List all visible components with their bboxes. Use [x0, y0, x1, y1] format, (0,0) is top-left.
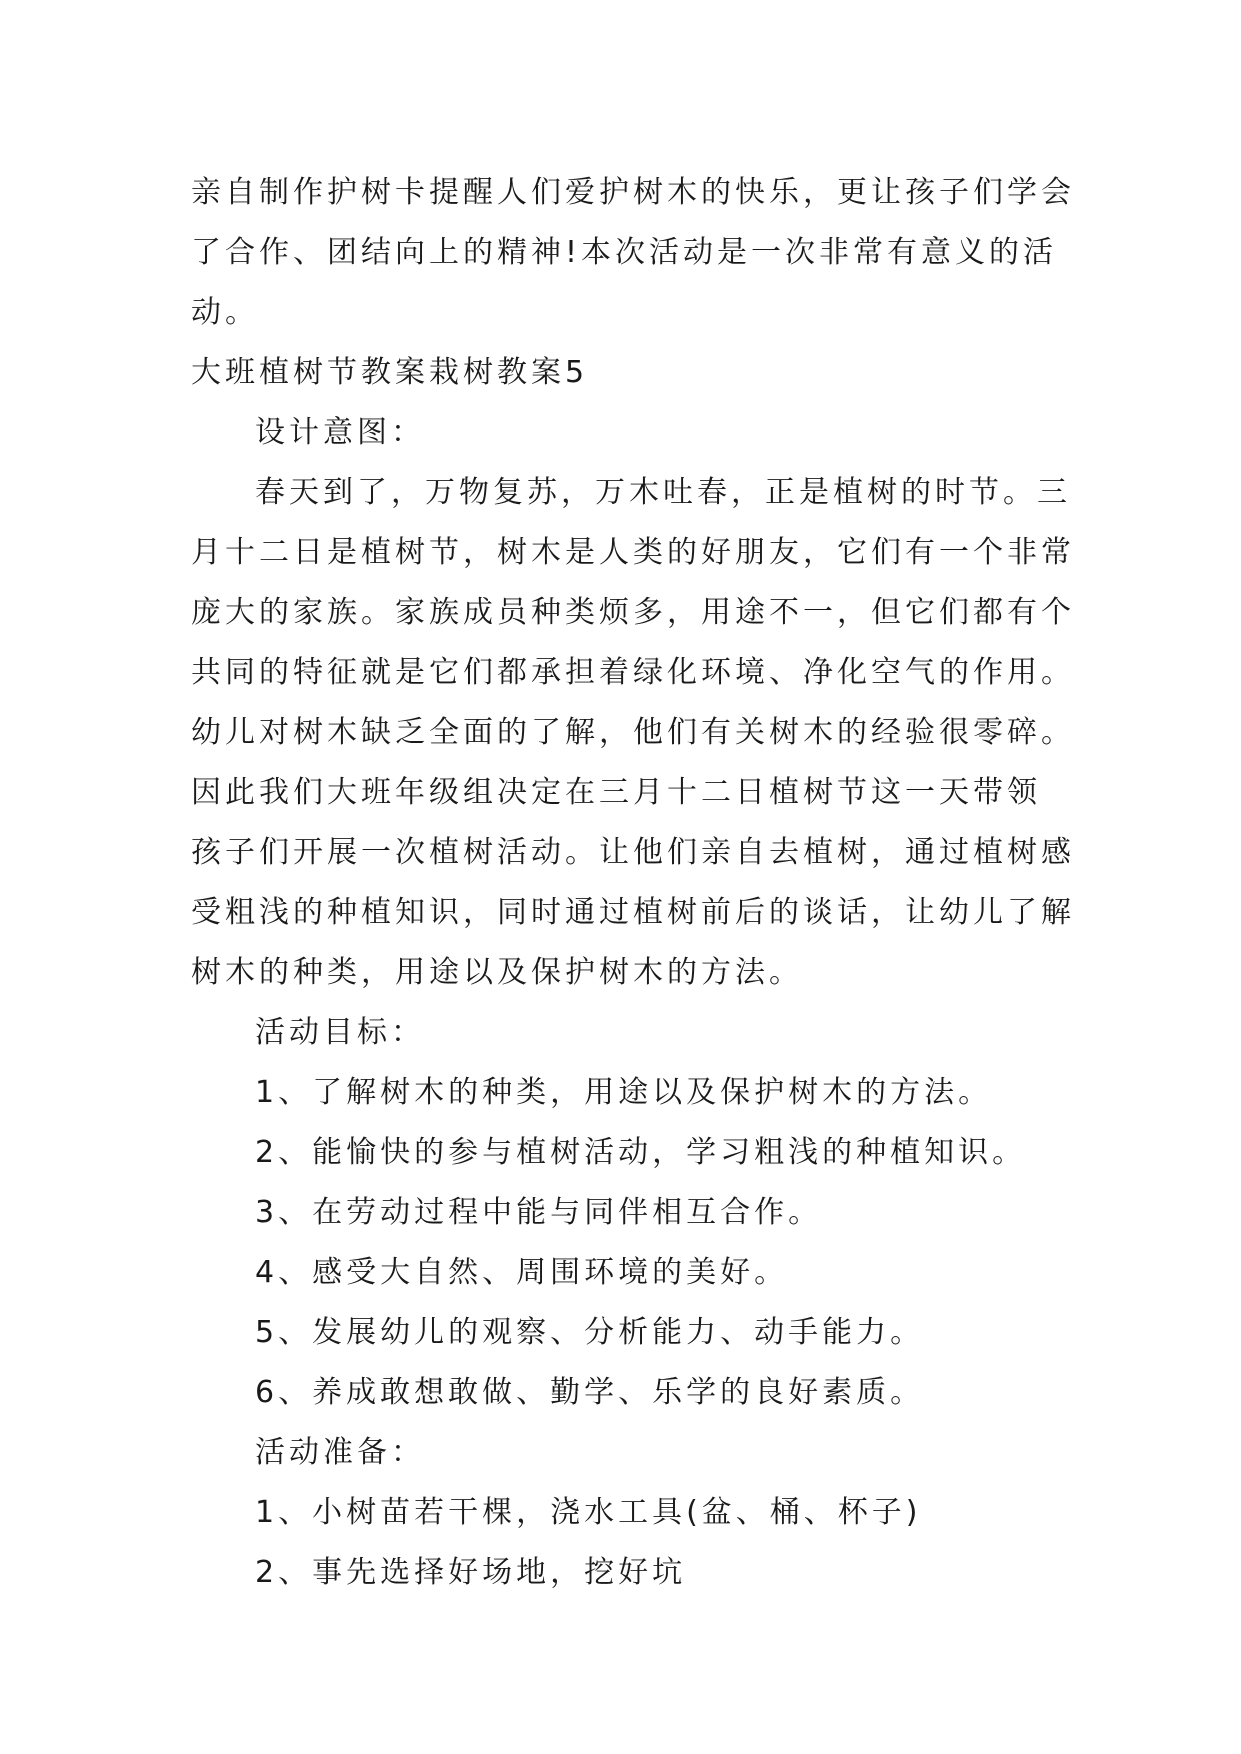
document-body: [191, 163, 1075, 1603]
goal-item-3: 3、在劳动过程中能与同伴相互合作。: [255, 1195, 823, 1230]
preparation-heading: 活动准备：: [255, 1435, 425, 1470]
design-intent-line-4: 共同的特征就是它们都承担着绿化环境、净化空气的作用。: [191, 655, 1075, 690]
design-intent-line-9: 树木的种类，用途以及保护树木的方法。: [191, 955, 803, 990]
goal-item-4: 4、感受大自然、周围环境的美好。: [255, 1255, 789, 1290]
continuation-line-3: 动。: [191, 295, 259, 330]
design-intent-line-1: 春天到了，万物复苏，万木吐春，正是植树的时节。三: [255, 475, 1071, 510]
design-intent-heading: 设计意图：: [255, 415, 425, 450]
goals-heading: 活动目标：: [255, 1015, 425, 1050]
goal-item-6: 6、养成敢想敢做、勤学、乐学的良好素质。: [255, 1375, 925, 1410]
design-intent-line-2: 月十二日是植树节，树木是人类的好朋友，它们有一个非常: [191, 535, 1075, 570]
design-intent-line-3: 庞大的家族。家族成员种类烦多，用途不一，但它们都有个: [191, 595, 1075, 630]
design-intent-line-8: 受粗浅的种植知识，同时通过植树前后的谈话，让幼儿了解: [191, 895, 1075, 930]
design-intent-line-6: 因此我们大班年级组决定在三月十二日植树节这一天带领: [191, 775, 1041, 810]
goal-item-1: 1、了解树木的种类，用途以及保护树木的方法。: [255, 1075, 993, 1110]
goal-item-5: 5、发展幼儿的观察、分析能力、动手能力。: [255, 1315, 925, 1350]
preparation-item-2: 2、事先选择好场地，挖好坑: [255, 1555, 687, 1590]
section-title: 大班植树节教案栽树教案5: [191, 355, 589, 390]
goal-item-2: 2、能愉快的参与植树活动，学习粗浅的种植知识。: [255, 1135, 1027, 1170]
preparation-item-1: 1、小树苗若干棵，浇水工具(盆、桶、杯子): [255, 1495, 922, 1530]
design-intent-line-5: 幼儿对树木缺乏全面的了解，他们有关树木的经验很零碎。: [191, 715, 1075, 750]
continuation-line-2: 了合作、团结向上的精神!本次活动是一次非常有意义的活: [191, 235, 1058, 270]
continuation-line-1: 亲自制作护树卡提醒人们爱护树木的快乐，更让孩子们学会: [191, 175, 1075, 210]
design-intent-line-7: 孩子们开展一次植树活动。让他们亲自去植树，通过植树感: [191, 835, 1075, 870]
